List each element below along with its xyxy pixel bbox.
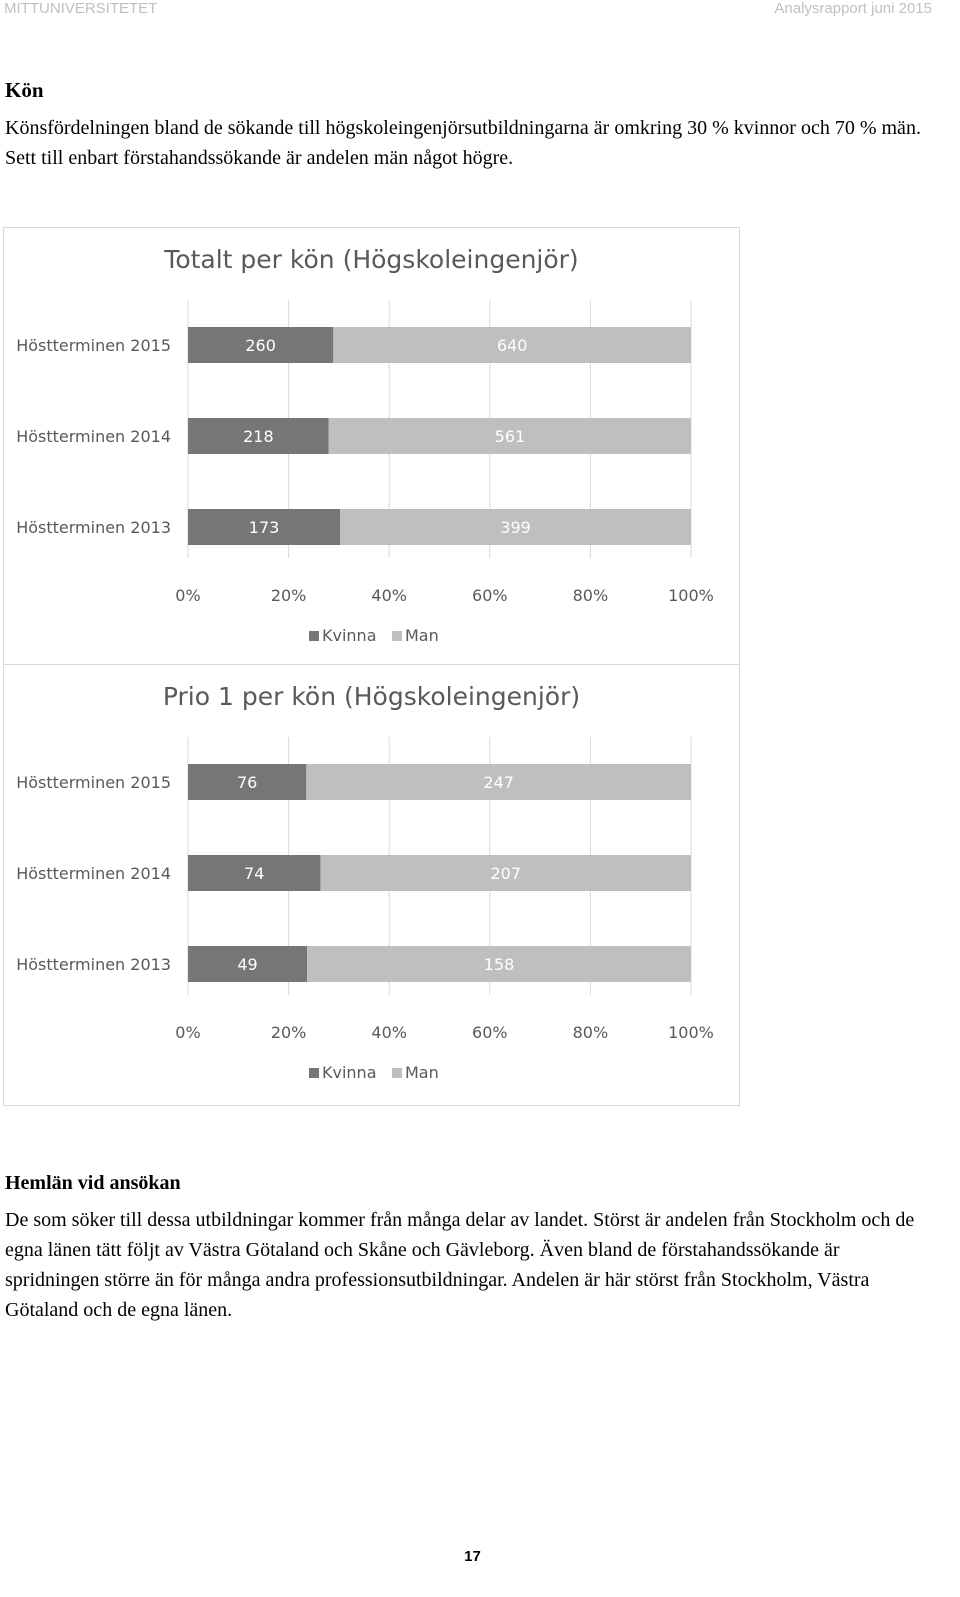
header-report-title: Analysrapport juni 2015 bbox=[774, 0, 932, 17]
legend-label-kvinna: Kvinna bbox=[322, 1063, 377, 1082]
data-label-man: 207 bbox=[490, 864, 522, 883]
data-label-man: 399 bbox=[500, 518, 531, 537]
category-label: Höstterminen 2014 bbox=[16, 864, 171, 883]
category-label: Höstterminen 2014 bbox=[16, 427, 171, 446]
chart-svg bbox=[4, 665, 739, 1105]
x-tick-label: 60% bbox=[472, 586, 508, 605]
data-label-kvinna: 260 bbox=[245, 336, 276, 355]
section-heading-hemlan: Hemlän vid ansökan bbox=[5, 1172, 181, 1194]
x-tick-label: 80% bbox=[572, 586, 609, 605]
x-tick-label: 60% bbox=[472, 1023, 508, 1042]
data-label-kvinna: 49 bbox=[237, 955, 258, 974]
data-label-kvinna: 74 bbox=[244, 864, 265, 883]
x-tick-label: 80% bbox=[572, 1023, 609, 1042]
section-paragraph-kon: Könsfördelningen bland de sökande till högskoleingenjörsutbildningarna är omkring 30 % kvinnor och 70 % män. Sett till enbart förstahandssökande är andelen män något högre. bbox=[5, 117, 921, 169]
page-header bbox=[0, 0, 960, 24]
page-number: 17 bbox=[464, 1548, 481, 1565]
data-label-man: 158 bbox=[483, 955, 515, 974]
x-tick-label: 0% bbox=[175, 586, 201, 605]
chart-totalt-per-kon bbox=[3, 227, 740, 665]
x-tick-label: 40% bbox=[371, 586, 407, 605]
x-tick-label: 0% bbox=[175, 1023, 201, 1042]
chart-title: Totalt per kön (Högskoleingenjör) bbox=[164, 245, 579, 274]
section-paragraph-hemlan: De som söker till dessa utbildningar kommer från många delar av landet. Störst är andelen från Stockholm och de egna länen tätt följt av Västra Götaland och Skåne och Gävleborg. Även bland de förstahandssökande är spridningen större än för många andra professionsutbildningar. Andelen är här störst från Stockholm, Västra Götaland och de egna länen. bbox=[5, 1209, 915, 1321]
legend-label-man: Man bbox=[405, 1063, 439, 1082]
x-tick-label: 20% bbox=[270, 586, 307, 605]
data-label-man: 247 bbox=[483, 773, 514, 792]
x-tick-label: 100% bbox=[668, 1023, 714, 1042]
legend-swatch-man bbox=[392, 1068, 402, 1078]
legend-label-kvinna: Kvinna bbox=[322, 626, 377, 645]
legend-swatch-man bbox=[392, 631, 402, 641]
category-label: Höstterminen 2015 bbox=[16, 773, 171, 792]
data-label-kvinna: 218 bbox=[243, 427, 274, 446]
data-label-man: 561 bbox=[494, 427, 526, 446]
category-label: Höstterminen 2013 bbox=[16, 518, 171, 537]
x-tick-label: 20% bbox=[270, 1023, 307, 1042]
data-label-man: 640 bbox=[496, 336, 528, 355]
section-heading-kon: Kön bbox=[5, 78, 44, 102]
chart-prio1-per-kon bbox=[3, 664, 740, 1106]
category-label: Höstterminen 2013 bbox=[16, 955, 171, 974]
x-tick-label: 40% bbox=[371, 1023, 407, 1042]
header-university: MITTUNIVERSITETET bbox=[4, 0, 158, 17]
x-tick-label: 100% bbox=[668, 586, 714, 605]
data-label-kvinna: 173 bbox=[248, 518, 280, 537]
legend-label-man: Man bbox=[405, 626, 439, 645]
category-label: Höstterminen 2015 bbox=[16, 336, 171, 355]
legend-swatch-kvinna bbox=[309, 631, 319, 641]
chart-svg bbox=[4, 228, 739, 665]
legend-swatch-kvinna bbox=[309, 1068, 319, 1078]
chart-title: Prio 1 per kön (Högskoleingenjör) bbox=[162, 682, 581, 711]
data-label-kvinna: 76 bbox=[236, 773, 258, 792]
